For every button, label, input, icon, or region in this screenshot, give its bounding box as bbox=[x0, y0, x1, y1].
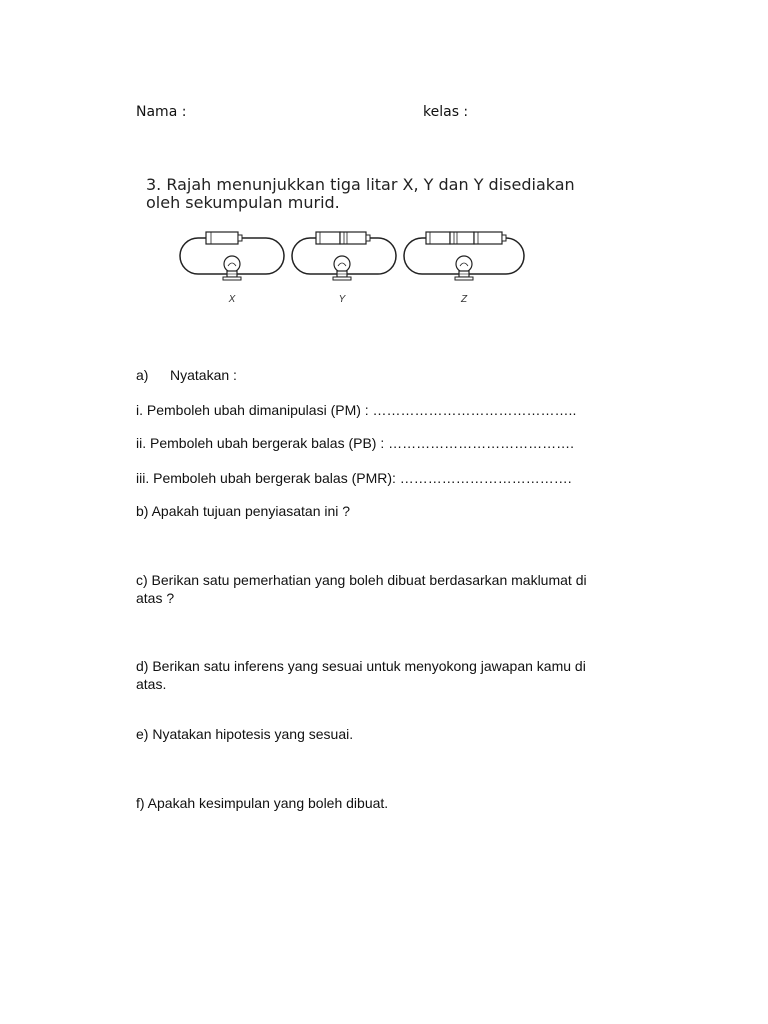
part-a-ii: ii. Pemboleh ubah bergerak balas (PB) : …………………………………. bbox=[136, 435, 575, 451]
question-title-line2: oleh sekumpulan murid. bbox=[146, 193, 340, 212]
part-a-i: i. Pemboleh ubah dimanipulasi (PM) : …………………………………….. bbox=[136, 402, 577, 418]
circuit-x-label: X bbox=[228, 294, 236, 305]
question-title bbox=[146, 176, 575, 212]
circuit-x bbox=[178, 226, 286, 292]
circuit-z bbox=[402, 226, 526, 292]
part-a-iii: iii. Pemboleh ubah bergerak balas (PMR): ………………………………. bbox=[136, 470, 572, 486]
part-c-line2: atas ? bbox=[136, 590, 175, 606]
part-b: b) Apakah tujuan penyiasatan ini ? bbox=[136, 503, 351, 519]
part-f: f) Apakah kesimpulan yang boleh dibuat. bbox=[136, 795, 389, 811]
circuit-y-label: Y bbox=[338, 294, 346, 305]
class-label: kelas : bbox=[423, 104, 469, 120]
part-a-label: a) bbox=[136, 367, 149, 383]
part-c-line1: c) Berikan satu pemerhatian yang boleh dibuat berdasarkan maklumat di bbox=[136, 572, 587, 588]
circuit-z-label: Z bbox=[460, 294, 468, 305]
part-a-text: Nyatakan : bbox=[170, 367, 237, 383]
part-e: e) Nyatakan hipotesis yang sesuai. bbox=[136, 726, 354, 742]
name-label: Nama : bbox=[136, 104, 187, 120]
circuit-y bbox=[290, 226, 398, 292]
part-d bbox=[136, 657, 586, 693]
part-c bbox=[136, 571, 587, 607]
question-title-line1: 3. Rajah menunjukkan tiga litar X, Y dan Y disediakan bbox=[146, 175, 575, 194]
part-d-line2: atas. bbox=[136, 676, 167, 692]
part-d-line1: d) Berikan satu inferens yang sesuai untuk menyokong jawapan kamu di bbox=[136, 658, 586, 674]
